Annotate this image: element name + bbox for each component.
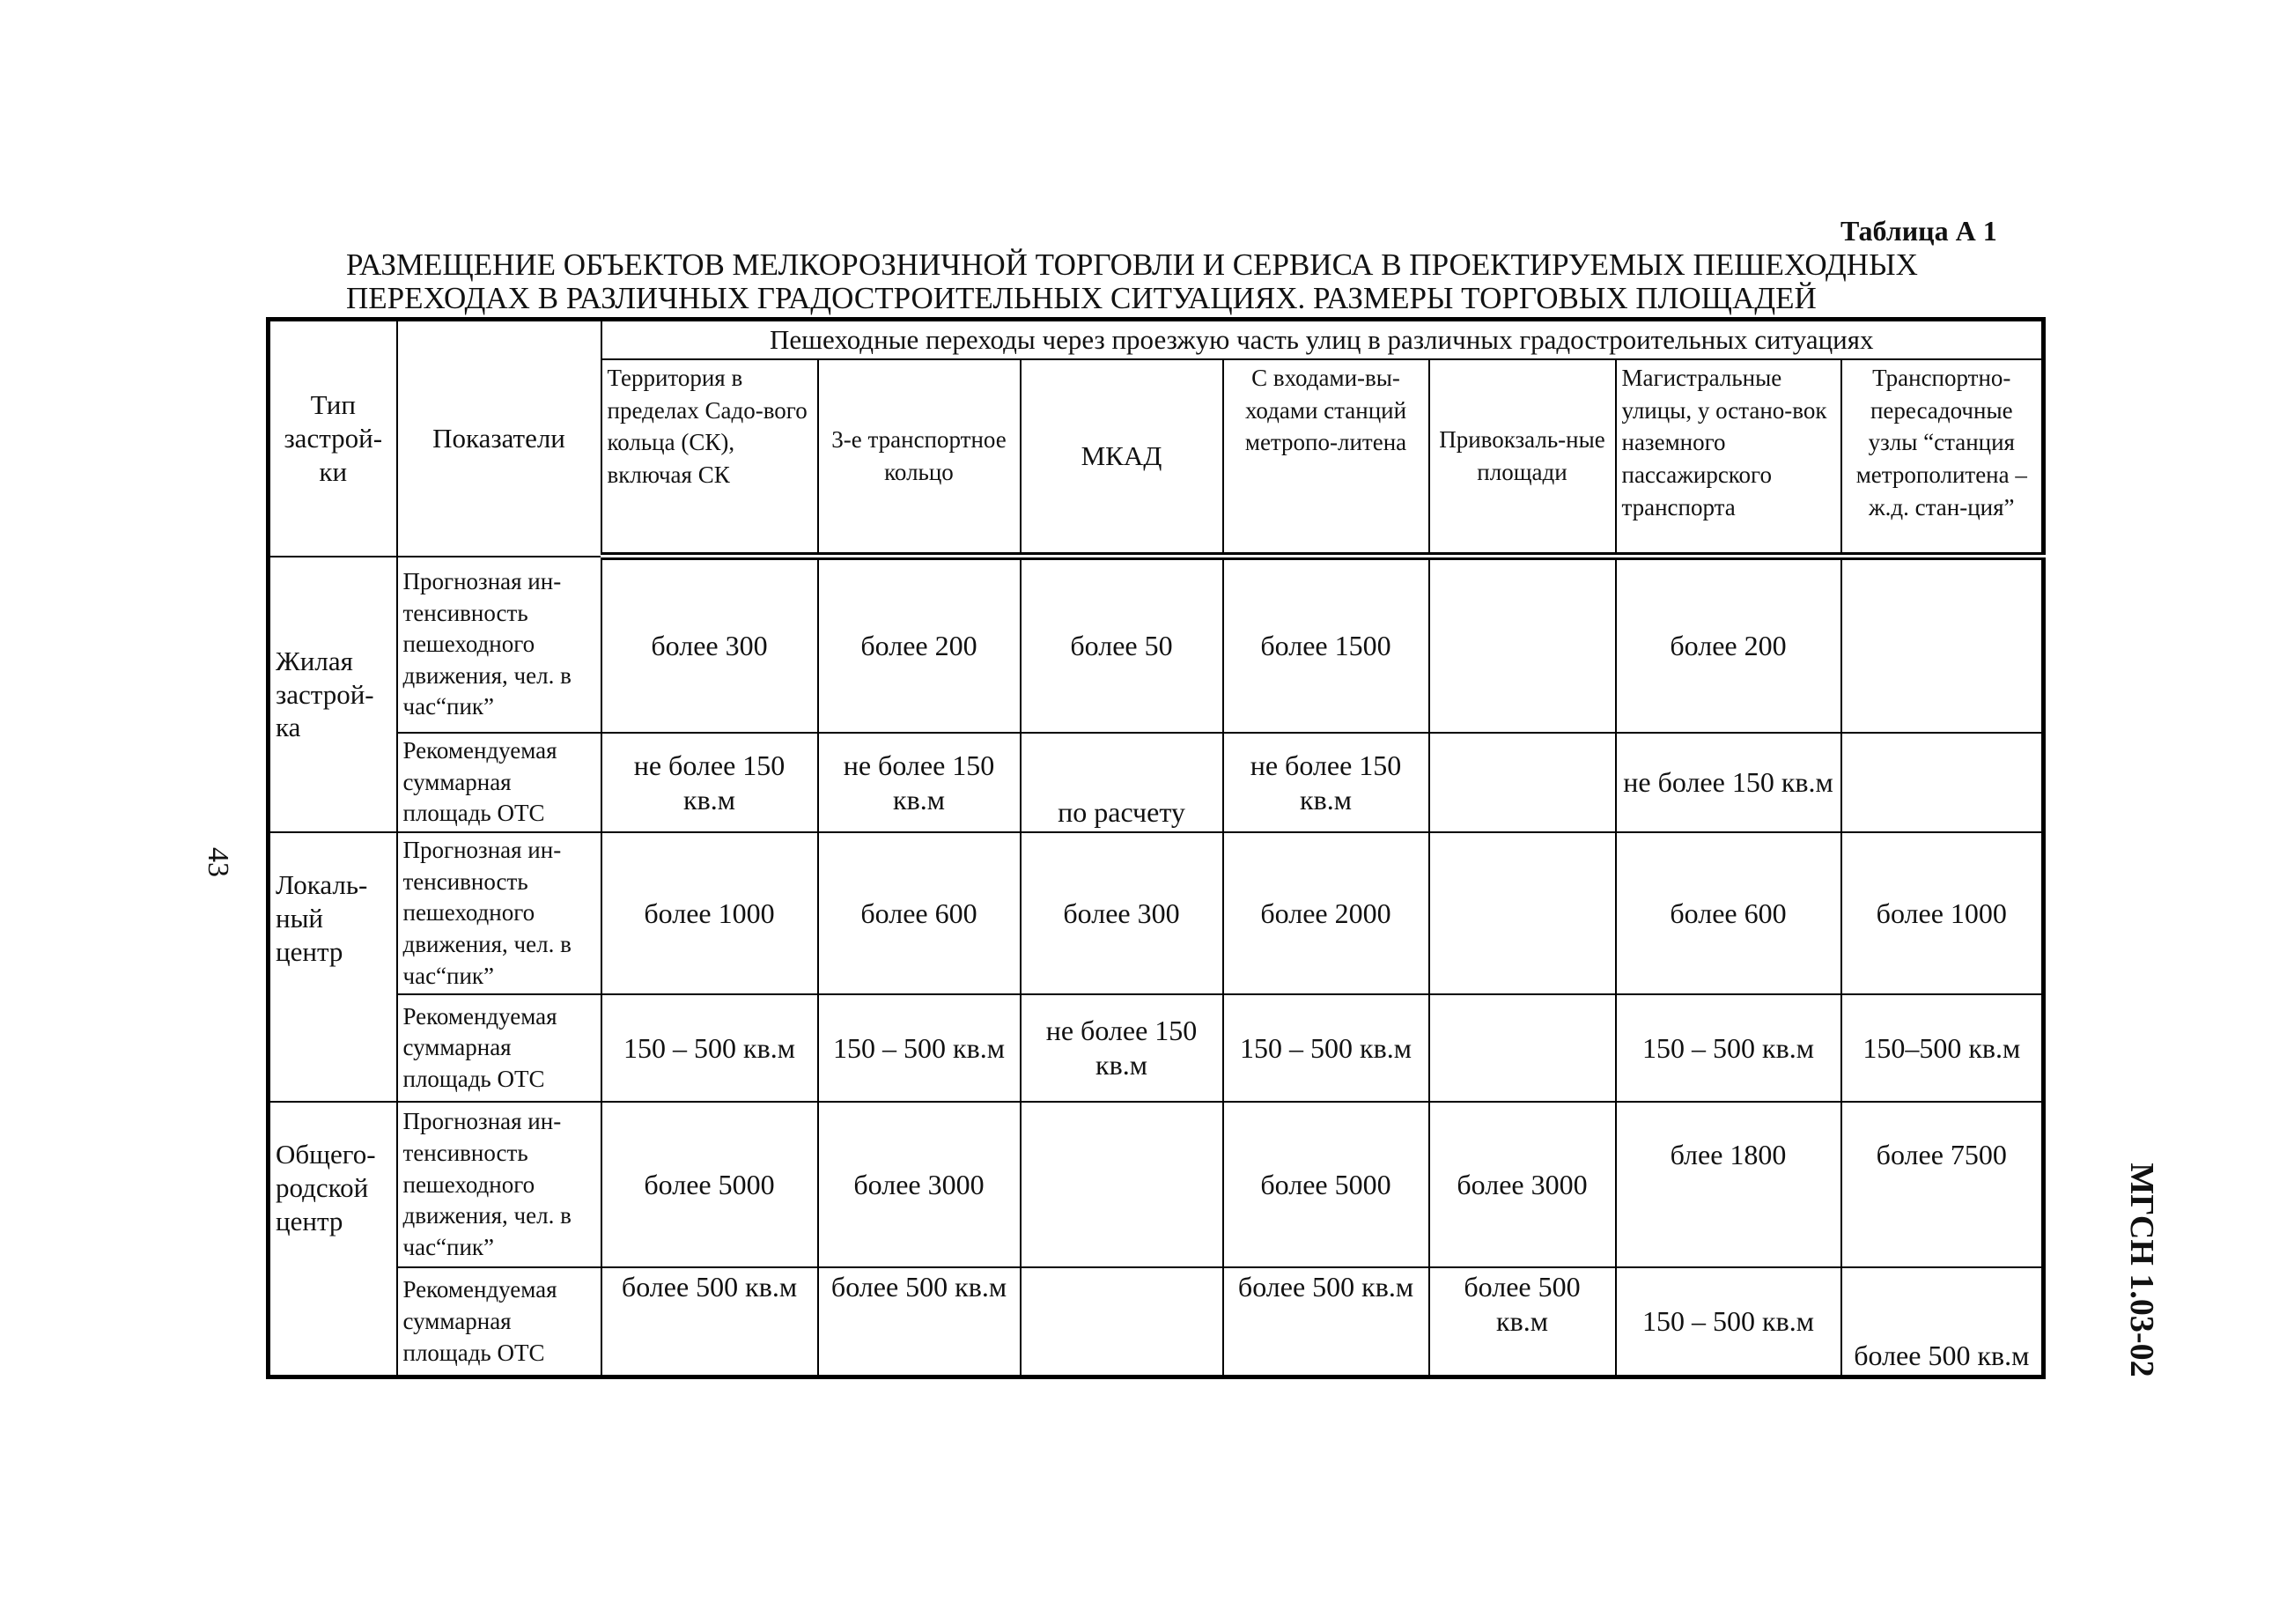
header-third-ring: 3-е транспортное кольцо: [818, 359, 1021, 557]
building-type-residential: Жилая застрой-ка: [269, 557, 397, 832]
table-cell: более 300: [601, 557, 818, 733]
table-cell: более 50: [1021, 557, 1223, 733]
table-cell: более 200: [818, 557, 1021, 733]
header-station-squares: Привокзаль-ные площади: [1429, 359, 1616, 557]
table-title-line-2: ПЕРЕХОДАХ В РАЗЛИЧНЫХ ГРАДОСТРОИТЕЛЬНЫХ СИТУАЦИЯХ. РАЗМЕРЫ ТОРГОВЫХ ПЛОЩАДЕЙ: [346, 281, 1817, 315]
table-row: [269, 1102, 2044, 1267]
table-cell: [1429, 832, 1616, 994]
header-indicators: Показатели: [397, 320, 601, 557]
placement-table: [266, 317, 2046, 1379]
table-cell: более 500 кв.м: [1223, 1267, 1429, 1377]
header-garden-ring: Территория в пределах Садо-вого кольца (СК), включая СК: [601, 359, 818, 557]
table-title: [346, 248, 2019, 315]
table-cell: не более 150 кв.м: [1021, 994, 1223, 1102]
table-row: [269, 832, 2044, 994]
table-cell: более 500 кв.м: [818, 1267, 1021, 1377]
table-cell: более 200: [1616, 557, 1841, 733]
table-cell: не более 150 кв.м: [818, 733, 1021, 832]
table-cell: 150 – 500 кв.м: [1616, 994, 1841, 1102]
table-cell: более 500 кв.м: [601, 1267, 818, 1377]
header-main-streets: Магистральные улицы, у остано-вок наземного пассажирского транспорта: [1616, 359, 1841, 557]
table-cell: 150 – 500 кв.м: [1223, 994, 1429, 1102]
table-cell: [1841, 557, 2044, 733]
table-cell: [1841, 733, 2044, 832]
header-group-crossings: Пешеходные переходы через проезжую часть улиц в различных градостроительных ситуациях: [601, 320, 2044, 359]
table-label: Таблица А 1: [1840, 215, 1997, 247]
table-cell: более 500 кв.м: [1429, 1267, 1616, 1377]
table-cell: более 3000: [818, 1102, 1021, 1267]
indicator-pedestrian-intensity: Прогнозная ин-тенсивность пешеходного движения, чел. в час“пик”: [397, 1102, 601, 1267]
table-cell: более 1000: [601, 832, 818, 994]
table-cell: блее 1800: [1616, 1102, 1841, 1267]
indicator-pedestrian-intensity: Прогнозная ин-тенсивность пешеходного движения, чел. в час“пик”: [397, 557, 601, 733]
table-cell: не более 150 кв.м: [1616, 733, 1841, 832]
table-cell: более 600: [818, 832, 1021, 994]
header-transfer-hubs: Транспортно-пересадочные узлы “станция метрополитена – ж.д. стан-ция”: [1841, 359, 2044, 557]
table-cell: [1021, 1102, 1223, 1267]
building-type-local-center: Локаль-ный центр: [269, 832, 397, 1102]
table-row: [269, 994, 2044, 1102]
table-cell: более 1500: [1223, 557, 1429, 733]
table-cell: [1021, 1267, 1223, 1377]
table-row: [269, 1267, 2044, 1377]
document-code: МГСН 1.03-02: [2123, 1163, 2160, 1377]
indicator-recommended-area: Рекомендуемая суммарная площадь ОТС: [397, 994, 601, 1102]
table-cell: не более 150 кв.м: [1223, 733, 1429, 832]
table-cell: 150–500 кв.м: [1841, 994, 2044, 1102]
table-cell: [1429, 733, 1616, 832]
table-cell: более 300: [1021, 832, 1223, 994]
table-cell: [1429, 557, 1616, 733]
header-mkad: МКАД: [1021, 359, 1223, 557]
indicator-pedestrian-intensity: Прогнозная ин-тенсивность пешеходного движения, чел. в час“пик”: [397, 832, 601, 994]
table-row: [269, 557, 2044, 733]
table-cell: более 600: [1616, 832, 1841, 994]
table-cell: более 500 кв.м: [1841, 1267, 2044, 1377]
table-cell: 150 – 500 кв.м: [1616, 1267, 1841, 1377]
table-cell: более 5000: [1223, 1102, 1429, 1267]
table-cell: более 7500: [1841, 1102, 2044, 1267]
building-type-city-center: Общего-родской центр: [269, 1102, 397, 1377]
table-cell: [1429, 994, 1616, 1102]
indicator-recommended-area: Рекомендуемая суммарная площадь ОТС: [397, 733, 601, 832]
table-title-line-1: РАЗМЕЩЕНИЕ ОБЪЕКТОВ МЕЛКОРОЗНИЧНОЙ ТОРГОВЛИ И СЕРВИСА В ПРОЕКТИРУЕМЫХ ПЕШЕХОДНЫХ: [346, 247, 1918, 282]
table-row: [269, 733, 2044, 832]
table-cell: не более 150 кв.м: [601, 733, 818, 832]
table-cell: более 3000: [1429, 1102, 1616, 1267]
table-cell: 150 – 500 кв.м: [818, 994, 1021, 1102]
table-cell: 150 – 500 кв.м: [601, 994, 818, 1102]
table-cell: более 5000: [601, 1102, 818, 1267]
table-cell: по расчету: [1021, 733, 1223, 832]
table-cell: более 1000: [1841, 832, 2044, 994]
header-metro-exits: С входами-вы-ходами станций метропо-литена: [1223, 359, 1429, 557]
indicator-recommended-area: Рекомендуемая суммарная площадь ОТС: [397, 1267, 601, 1377]
header-building-type: Тип застрой-ки: [269, 320, 397, 557]
table-cell: более 2000: [1223, 832, 1429, 994]
page-number: 43: [202, 847, 234, 877]
